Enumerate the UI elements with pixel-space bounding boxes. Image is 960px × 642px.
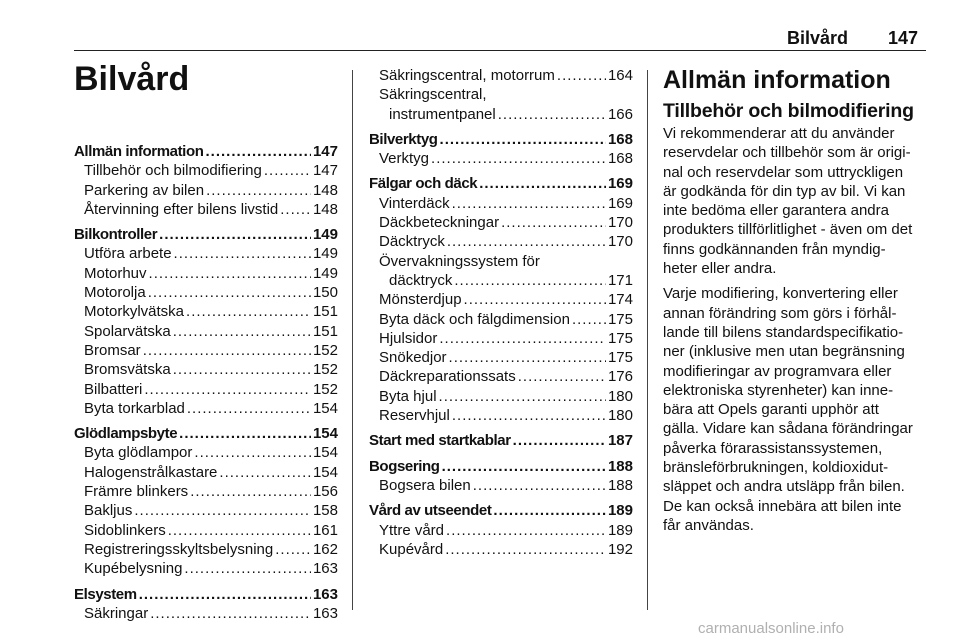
toc-entry-label: Sidoblinkers [84, 521, 166, 539]
toc-column-2 [369, 66, 633, 559]
toc-leader-dots [454, 271, 606, 290]
toc-leader-dots [498, 105, 606, 124]
toc-leader-dots [184, 559, 311, 578]
toc-leader-dots [219, 463, 311, 482]
toc-entry-page: 163 [312, 604, 338, 622]
toc-entry[interactable] [369, 387, 633, 406]
toc-leader-dots [179, 424, 311, 443]
toc-entry-label: Motorhuv [84, 264, 147, 282]
article-paragraph [663, 284, 933, 535]
toc-entry-label: Yttre vård [379, 521, 445, 539]
toc-entry-page: 174 [607, 291, 633, 309]
toc-entry[interactable] [369, 174, 633, 193]
toc-entry-page: 169 [607, 175, 633, 193]
toc-entry-page: 170 [607, 233, 633, 251]
toc-entry[interactable] [369, 66, 633, 85]
toc-leader-dots [513, 431, 606, 450]
column-divider-1 [352, 70, 353, 610]
chapter-title: Bilvård [74, 60, 190, 98]
toc-entry[interactable] [369, 194, 633, 213]
toc-leader-dots [148, 283, 311, 302]
toc-entry-page: 189 [607, 502, 633, 520]
toc-entry-label: Motorolja [84, 284, 146, 302]
toc-entry-page: 175 [607, 329, 633, 347]
toc-entry[interactable] [369, 476, 633, 495]
article-line: De kan också innebära att bilen inte [663, 497, 902, 515]
toc-entry-page: 168 [607, 130, 633, 148]
toc-entry[interactable] [369, 290, 633, 309]
toc-entry-label: Elsystem [74, 585, 137, 603]
toc-entry-label: Bilkontroller [74, 226, 158, 244]
toc-entry-label: Spolarvätska [84, 322, 171, 340]
article-line: bära att Opels garanti upphör att [663, 401, 879, 419]
toc-entry-page: 169 [607, 194, 633, 212]
toc-entry-label: Motorkylvätska [84, 303, 185, 321]
toc-entry-label: Bilverktyg [369, 130, 438, 148]
toc-entry-label: Byta däck och fälgdimension [379, 310, 570, 328]
toc-entry[interactable] [369, 431, 633, 450]
article-heading: Allmän information [663, 66, 891, 94]
toc-leader-dots [440, 130, 606, 149]
toc-entry-label: Kupébelysning [84, 560, 183, 578]
toc-entry-label: instrumentpanel [389, 105, 496, 123]
toc-leader-dots [473, 476, 606, 495]
toc-entry[interactable] [74, 443, 338, 462]
watermark: carmanualsonline.info [698, 620, 844, 637]
toc-leader-dots [445, 540, 606, 559]
toc-entry[interactable] [74, 559, 338, 578]
article-line: reservdelar och tillbehör som är origi- [663, 144, 911, 162]
toc-entry-page: 180 [607, 407, 633, 425]
toc-entry[interactable] [74, 225, 338, 244]
toc-entry-page: 154 [312, 463, 338, 481]
toc-entry[interactable] [369, 85, 633, 104]
toc-entry[interactable] [74, 399, 338, 418]
toc-entry-label: Allmän information [74, 143, 204, 160]
toc-entry[interactable] [369, 501, 633, 520]
column-divider-2 [647, 70, 648, 610]
toc-leader-dots [447, 232, 606, 251]
article-line: produkters tillförlitlighet - även om det [663, 221, 913, 239]
toc-leader-dots [431, 149, 606, 168]
toc-leader-dots [150, 604, 311, 623]
toc-entry-label: Halogenstrålkastare [84, 463, 218, 481]
toc-entry-label: Däckbeteckningar [379, 214, 500, 232]
toc-entry-label: Registreringsskyltsbelysning [84, 540, 274, 558]
article-line: påverka förarassistanssystemen, [663, 439, 883, 457]
toc-entry-label: Bogsering [369, 457, 440, 475]
toc-column-1 [74, 142, 338, 623]
toc-entry-page: 150 [312, 284, 338, 302]
toc-entry-page: 148 [312, 181, 338, 199]
toc-entry-label: Bromsvätska [84, 361, 171, 379]
toc-entry-page: 149 [312, 264, 338, 282]
toc-entry-label: Återvinning efter bilens livstid [84, 200, 279, 218]
toc-entry[interactable] [369, 232, 633, 251]
toc-leader-dots [280, 200, 311, 219]
toc-entry[interactable] [74, 302, 338, 321]
toc-entry-page: 188 [607, 457, 633, 475]
toc-entry[interactable] [369, 105, 633, 124]
article-line: nal och reservdelar som uttryckligen [663, 163, 904, 181]
toc-leader-dots [439, 387, 606, 406]
toc-entry[interactable] [74, 322, 338, 341]
toc-entry[interactable] [74, 264, 338, 283]
article-line: gälla. Vidare kan sådana förändringar [663, 420, 913, 438]
toc-entry[interactable] [369, 406, 633, 425]
toc-leader-dots [187, 399, 311, 418]
toc-leader-dots [452, 406, 606, 425]
toc-entry[interactable] [74, 380, 338, 399]
toc-entry-label: Vård av utseendet [369, 502, 492, 520]
toc-entry-label: Fälgar och däck [369, 175, 478, 193]
toc-entry[interactable] [369, 149, 633, 168]
toc-entry-page: 162 [312, 540, 338, 558]
toc-entry-label: Däckreparationssats [379, 368, 516, 386]
toc-entry-page: 151 [312, 303, 338, 321]
toc-entry-page: 147 [312, 143, 338, 160]
toc-leader-dots [501, 213, 606, 232]
toc-entry[interactable] [74, 360, 338, 379]
toc-entry-label: Start med startkablar [369, 432, 511, 450]
toc-entry-label: Säkringscentral, motorrum [379, 67, 555, 84]
toc-entry-page: 154 [312, 444, 338, 462]
toc-entry[interactable] [74, 540, 338, 559]
toc-entry-label: Bakljus [84, 502, 133, 520]
toc-entry[interactable] [369, 457, 633, 476]
toc-leader-dots [190, 482, 311, 501]
article-body [663, 124, 933, 535]
toc-leader-dots [264, 161, 311, 180]
toc-entry-page: 161 [312, 521, 338, 539]
toc-entry-page: 180 [607, 387, 633, 405]
toc-entry[interactable] [74, 142, 338, 161]
toc-entry[interactable] [74, 585, 338, 604]
toc-leader-dots [134, 501, 311, 520]
toc-entry-label: Kupévård [379, 540, 444, 558]
toc-entry-label: Mönsterdjup [379, 291, 462, 309]
article-line: Vi rekommenderar att du använder [663, 125, 895, 142]
toc-entry-page: 151 [312, 322, 338, 340]
toc-entry[interactable] [74, 181, 338, 200]
article-line: bränsleförbrukningen, koldioxidut- [663, 459, 889, 477]
toc-entry-label: Byta glödlampor [84, 444, 193, 462]
toc-leader-dots [479, 174, 606, 193]
toc-leader-dots [149, 264, 311, 283]
article-line: modifieringar av programvara eller [663, 362, 892, 380]
toc-entry-label: Säkringscentral, [379, 86, 487, 104]
toc-entry[interactable] [74, 424, 338, 443]
toc-entry-label: Hjulsidor [379, 329, 438, 347]
article-line: lande till bilens standardspecifikatio- [663, 323, 904, 341]
toc-entry-label: däcktryck [389, 271, 453, 289]
toc-entry[interactable] [369, 310, 633, 329]
toc-leader-dots [442, 457, 606, 476]
article-line: elektroniska styrenheter) kan inne- [663, 381, 894, 399]
toc-entry-label: Reservhjul [379, 407, 450, 425]
toc-entry-page: 149 [312, 226, 338, 244]
toc-entry[interactable] [74, 604, 338, 623]
toc-leader-dots [449, 348, 606, 367]
toc-leader-dots [206, 181, 311, 200]
toc-entry[interactable] [369, 367, 633, 386]
toc-entry[interactable] [369, 329, 633, 348]
article [663, 64, 933, 535]
article-paragraph [663, 124, 933, 278]
toc-leader-dots [518, 367, 606, 386]
toc-entry-label: Verktyg [379, 150, 430, 168]
toc-entry-page: 189 [607, 521, 633, 539]
toc-entry[interactable] [74, 521, 338, 540]
toc-leader-dots [159, 225, 311, 244]
toc-entry-page: 163 [312, 585, 338, 603]
toc-entry-label: Byta hjul [379, 387, 437, 405]
article-line: annan förändring som görs i förhål- [663, 304, 897, 322]
article-line: får användas. [663, 516, 754, 534]
toc-entry[interactable] [74, 161, 338, 180]
article-line: inte bedöma eller garantera andra [663, 202, 889, 220]
toc-leader-dots [205, 142, 310, 161]
toc-entry[interactable] [369, 252, 633, 271]
toc-entry-page: 188 [607, 476, 633, 494]
toc-leader-dots [572, 310, 606, 329]
toc-leader-dots [194, 443, 311, 462]
toc-entry-page: 187 [607, 432, 633, 450]
toc-entry-label: Tillbehör och bilmodifiering [84, 162, 262, 180]
toc-entry[interactable] [74, 463, 338, 482]
toc-entry-label: Främre blinkers [84, 483, 189, 501]
toc-entry-page: 175 [607, 310, 633, 328]
article-line: ner (inklusive men utan begränsning [663, 343, 905, 361]
toc-entry-page: 164 [607, 67, 633, 84]
toc-entry[interactable] [369, 540, 633, 559]
toc-leader-dots [493, 501, 606, 520]
toc-entry[interactable] [74, 283, 338, 302]
toc-entry-label: Bogsera bilen [379, 476, 471, 494]
toc-entry[interactable] [74, 482, 338, 501]
toc-entry-label: Parkering av bilen [84, 181, 205, 199]
toc-entry-label: Vinterdäck [379, 194, 450, 212]
toc-entry-page: 156 [312, 483, 338, 501]
toc-entry-page: 171 [607, 271, 633, 289]
article-line: finns godkännanden från myndig- [663, 240, 886, 258]
toc-leader-dots [139, 585, 311, 604]
toc-entry-page: 170 [607, 214, 633, 232]
page-number: 147 [888, 28, 919, 48]
toc-leader-dots [446, 521, 606, 540]
toc-leader-dots [173, 322, 311, 341]
toc-entry-page: 166 [607, 105, 633, 123]
toc-entry-page: 175 [607, 349, 633, 367]
toc-entry-label: Byta torkarblad [84, 399, 185, 417]
toc-leader-dots [174, 244, 311, 263]
article-line: är godkända för din typ av bil. Vi kan [663, 182, 906, 200]
toc-entry[interactable] [74, 244, 338, 263]
toc-entry-page: 158 [312, 502, 338, 520]
toc-leader-dots [143, 341, 311, 360]
toc-entry-label: Säkringar [84, 604, 149, 622]
toc-entry[interactable] [74, 341, 338, 360]
toc-entry-page: 192 [607, 540, 633, 558]
toc-leader-dots [557, 66, 606, 85]
toc-leader-dots [464, 290, 606, 309]
toc-entry-label: Bilbatteri [84, 380, 143, 398]
toc-leader-dots [439, 329, 606, 348]
toc-leader-dots [144, 380, 311, 399]
toc-entry[interactable] [369, 213, 633, 232]
toc-entry-label: Utföra arbete [84, 245, 172, 263]
toc-entry-label: Däcktryck [379, 233, 445, 251]
toc-entry-page: 154 [312, 399, 338, 417]
toc-leader-dots [275, 540, 311, 559]
toc-entry[interactable] [369, 130, 633, 149]
toc-leader-dots [173, 360, 311, 379]
toc-leader-dots [168, 521, 311, 540]
header-rule [74, 50, 926, 51]
toc-entry-page: 163 [312, 560, 338, 578]
toc-entry-page: 152 [312, 361, 338, 379]
toc-entry-label: Bromsar [84, 341, 141, 359]
toc-entry-page: 154 [312, 425, 338, 443]
toc-leader-dots [452, 194, 606, 213]
article-subheading: Tillbehör och bilmodifiering [663, 100, 914, 122]
toc-entry[interactable] [74, 501, 338, 520]
article-line: heter eller andra. [663, 260, 777, 278]
toc-entry[interactable] [74, 200, 338, 219]
toc-entry-page: 168 [607, 150, 633, 168]
toc-entry-label: Snökedjor [379, 349, 447, 367]
toc-entry[interactable] [369, 348, 633, 367]
page-header-section: Bilvård [787, 28, 849, 48]
toc-entry[interactable] [369, 271, 633, 290]
article-line: släppet och andra utsläpp från bilen. [663, 478, 905, 496]
toc-entry-label: Glödlampsbyte [74, 425, 178, 443]
toc-entry-page: 152 [312, 380, 338, 398]
toc-entry-page: 147 [312, 162, 338, 180]
article-line: Varje modifiering, konvertering eller [663, 285, 898, 303]
toc-entry[interactable] [369, 521, 633, 540]
toc-entry-page: 176 [607, 368, 633, 386]
toc-entry-page: 152 [312, 341, 338, 359]
toc-entry-page: 149 [312, 245, 338, 263]
toc-leader-dots [186, 302, 311, 321]
toc-entry-page: 148 [312, 200, 338, 218]
toc-entry-label: Övervakningssystem för [379, 252, 540, 270]
